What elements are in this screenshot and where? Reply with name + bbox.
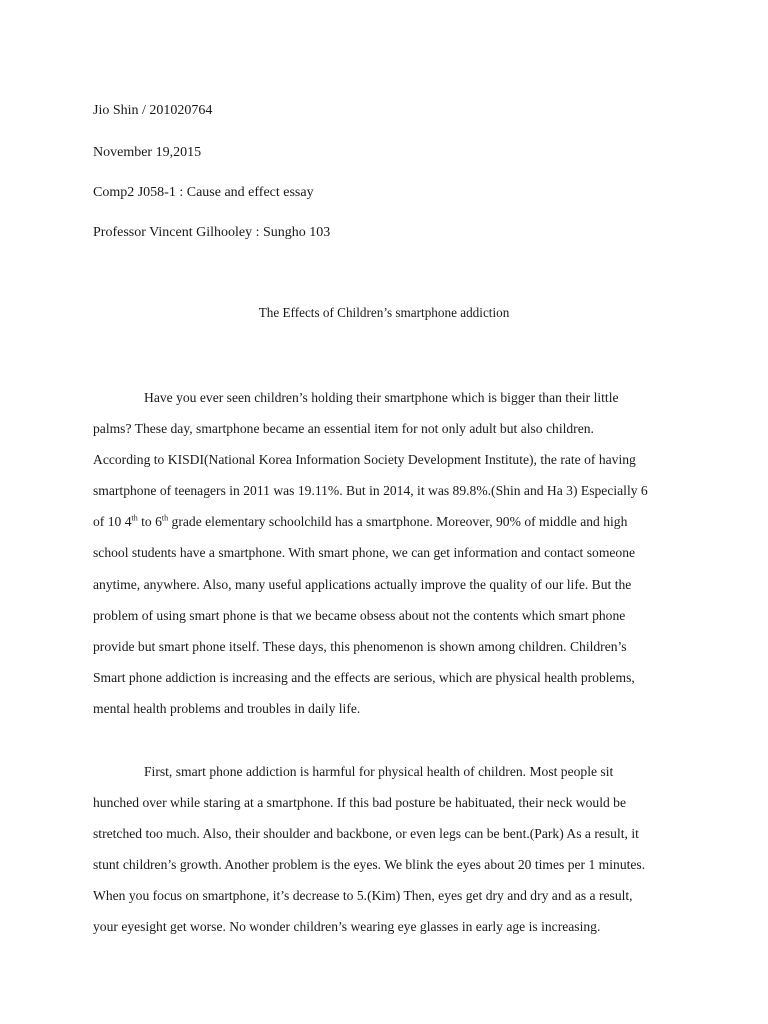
paragraph-line: hunched over while staring at a smartphone. If this bad posture be habituated, their neck would be (93, 795, 627, 811)
paragraph-1 (93, 382, 665, 724)
paragraph-line: your eyesight get worse. No wonder children’s wearing eye glasses in early age is increasing. (93, 919, 601, 935)
date-line: November 19,2015 (93, 145, 202, 160)
paragraph-line: Smart phone addiction is increasing and the effects are serious, which are physical health problems, (93, 669, 635, 685)
superscript-th: th (131, 513, 138, 523)
course-line: Comp2 J058-1 : Cause and effect essay (93, 185, 314, 200)
paragraph-line: smartphone of teenagers in 2011 was 19.11%. But in 2014, it was 89.8%.(Shin and Ha 3) Especially 6 (93, 483, 648, 499)
paragraph-line: school students have a smartphone. With smart phone, we can get information and contact someone (93, 545, 636, 561)
paragraph-2 (93, 756, 665, 943)
grade-text-a: of 10 4 (93, 514, 132, 530)
paragraph-line: provide but smart phone itself. These days, this phenomenon is shown among children. Children’s (93, 638, 627, 654)
paragraph-line: According to KISDI(National Korea Information Society Development Institute), the rate of having (93, 452, 636, 468)
paragraph-line: mental health problems and troubles in daily life. (93, 700, 361, 716)
paragraph-line: stunt children’s growth. Another problem is the eyes. We blink the eyes about 20 times per 1 minutes. (93, 857, 646, 873)
paragraph-line: anytime, anywhere. Also, many useful applications actually improve the quality of our life. But the (93, 576, 632, 592)
superscript-th: th (161, 513, 169, 523)
paragraph-line: First, smart phone addiction is harmful for physical health of children. Most people sit (144, 764, 614, 779)
paragraph-line: When you focus on smartphone, it’s decrease to 5.(Kim) Then, eyes get dry and dry and as a result, (93, 888, 633, 904)
paragraph-line: palms? These day, smartphone became an essential item for not only adult but also children. (93, 421, 594, 437)
paragraph-line: Have you ever seen children’s holding their smartphone which is bigger than their little (144, 390, 619, 405)
author-line: Jio Shin / 201020764 (93, 103, 213, 118)
professor-line: Professor Vincent Gilhooley : Sungho 103 (93, 225, 331, 240)
grade-text-c: grade elementary schoolchild has a smartphone. Moreover, 90% of middle and high (168, 514, 628, 530)
essay-title: The Effects of Children’s smartphone addiction (258, 305, 510, 320)
paragraph-line: stretched too much. Also, their shoulder and backbone, or even legs can be bent.(Park) As a result, it (93, 826, 639, 842)
grade-text-b: to 6 (137, 514, 162, 530)
paragraph-line-grades (93, 506, 665, 537)
essay-title-wrap (0, 305, 768, 321)
paragraph-line: problem of using smart phone is that we became obsess about not the contents which smart phone (93, 607, 626, 623)
